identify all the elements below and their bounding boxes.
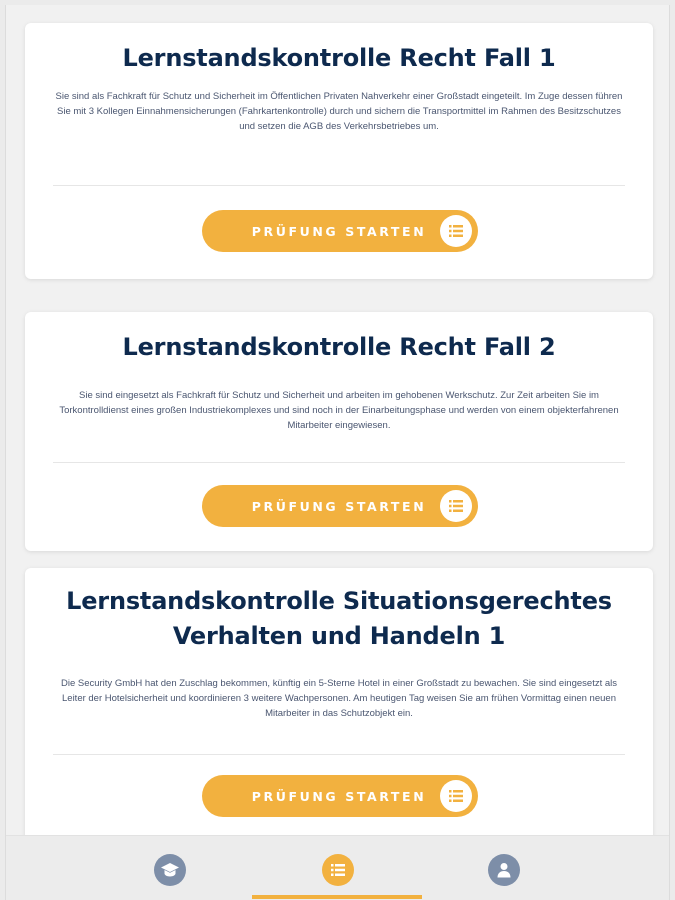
start-exam-button[interactable]	[202, 210, 478, 252]
app-frame	[5, 5, 670, 900]
card-description: Die Security GmbH hat den Zuschlag bekommen, künftig ein 5-Sterne Hotel in einer Großstadt zu bewachen. Sie sind eingesetzt als Leiter der Hotelsicherheit und koordinieren 3 weitere Wachpersonen. Am heutigen Tag weisen Sie am frühen Vormittag einen neuen Mitarbeiter in das Schutzobjekt ein.	[60, 678, 618, 719]
card-title: Lernstandskontrolle Recht Fall 1	[122, 44, 556, 72]
card-title: Lernstandskontrolle Situationsgerechtes Verhalten und Handeln 1	[66, 587, 612, 650]
nav-item-courses[interactable]	[154, 854, 186, 886]
start-exam-label: PRÜFUNG STARTEN	[251, 498, 427, 514]
exam-card-situationsgerechtes-verhalten-1	[25, 568, 653, 858]
start-exam-button[interactable]	[202, 485, 478, 527]
nav-active-indicator	[252, 895, 422, 899]
list-icon	[331, 864, 345, 876]
card-divider	[53, 185, 625, 186]
card-title: Lernstandskontrolle Recht Fall 2	[122, 333, 556, 361]
nav-item-exams[interactable]	[322, 854, 354, 886]
card-divider	[53, 754, 625, 755]
bottom-navigation	[6, 835, 670, 900]
card-description: Sie sind eingesetzt als Fachkraft für Schutz und Sicherheit und arbeiten im gehobenen Werkschutz. Zur Zeit arbeiten Sie im Torkontrolldienst eines großen Industriekomplexes und sind noch in der Einarbeitungsphase und werden von einem objekterfahrenen Mitarbeiter eingewiesen.	[59, 390, 619, 431]
nav-item-profile[interactable]	[488, 854, 520, 886]
list-icon	[440, 215, 472, 247]
start-exam-button[interactable]	[202, 775, 478, 817]
user-icon	[497, 862, 511, 878]
exam-card-recht-fall-2	[25, 312, 653, 551]
graduation-cap-icon	[161, 862, 179, 878]
list-icon	[440, 490, 472, 522]
card-divider	[53, 462, 625, 463]
card-description: Sie sind als Fachkraft für Schutz und Sicherheit im Öffentlichen Privaten Nahverkehr einer Großstadt eingeteilt. Im Zuge dessen führen Sie mit 3 Kollegen Einnahmensicherungen (Fahrkartenkontrolle) durch und sichern die Transportmittel im Rahmen des Besitzschutzes und setzen die AGB des Verkehrsbetriebes um.	[55, 91, 623, 132]
list-icon	[440, 780, 472, 812]
start-exam-label: PRÜFUNG STARTEN	[251, 223, 427, 239]
start-exam-label: PRÜFUNG STARTEN	[251, 788, 427, 804]
exam-card-recht-fall-1	[25, 23, 653, 279]
